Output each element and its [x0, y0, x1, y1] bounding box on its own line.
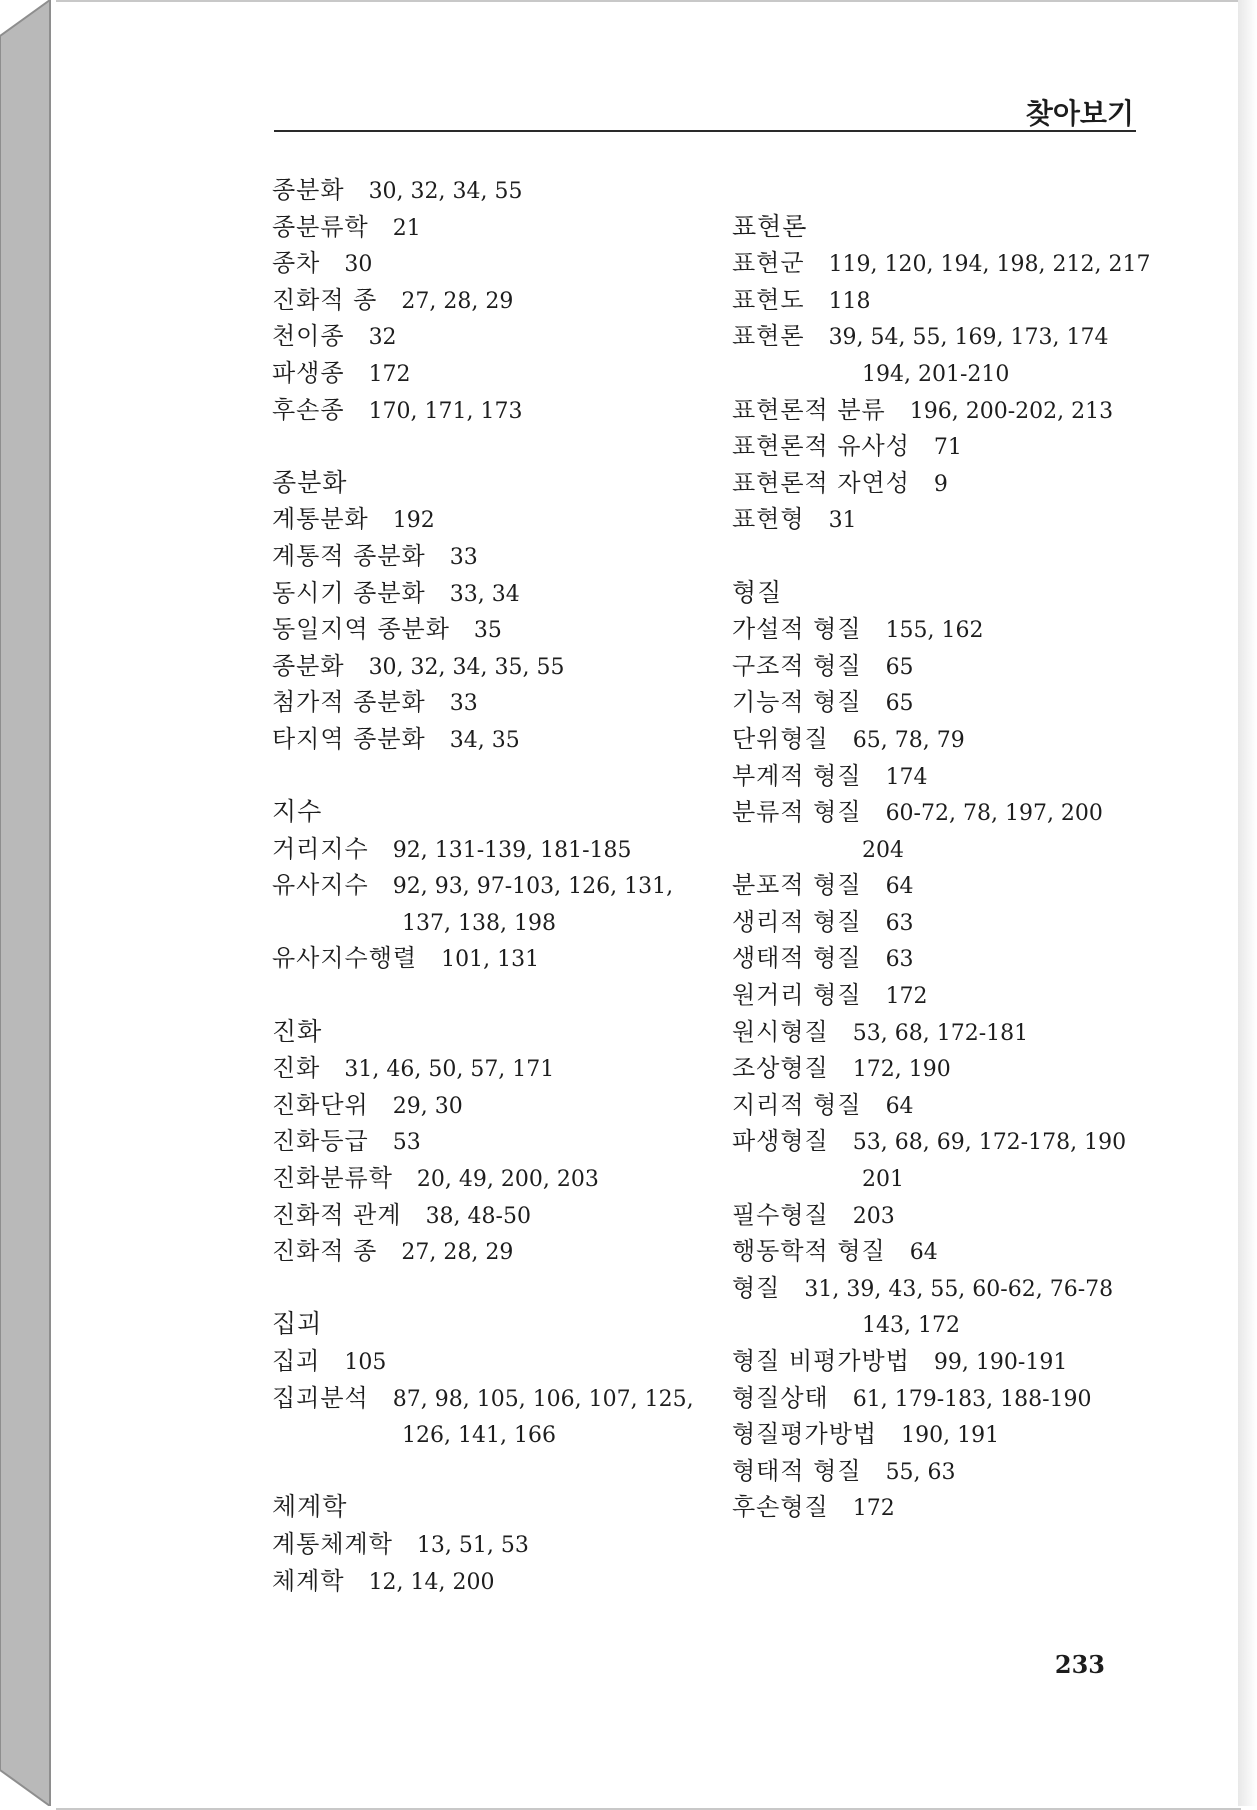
index-term: 진화등급 [272, 1127, 369, 1156]
index-page-refs: 65 [885, 654, 914, 680]
index-heading [272, 1306, 712, 1343]
index-heading [272, 1489, 712, 1526]
index-spacer [732, 538, 1241, 575]
index-page-refs: 190, 191 [901, 1423, 1000, 1449]
index-page-refs: 196, 200-202, 213 [909, 398, 1114, 424]
index-page-refs: 60-72, 78, 197, 200 [885, 801, 1103, 827]
index-term: 형질상태 [732, 1383, 829, 1412]
index-term: 종차 [272, 249, 321, 278]
index-term: 계통적 종분화 [272, 541, 426, 570]
index-page-refs: 13, 51, 53 [416, 1532, 529, 1558]
page-number: 233 [1054, 1650, 1105, 1679]
index-term: 종분화 [272, 651, 345, 680]
index-page-refs: 174 [885, 764, 928, 790]
index-term: 유사지수 [272, 871, 369, 900]
index-page-refs: 32 [368, 325, 397, 351]
index-entry [732, 1270, 1241, 1307]
index-entry [272, 245, 712, 282]
spine-graphic [0, 0, 60, 1806]
index-page-refs: 35 [473, 618, 502, 644]
index-heading-term: 지수 [272, 797, 323, 827]
index-heading [272, 794, 712, 831]
index-entry [272, 209, 712, 246]
index-page-refs: 20, 49, 200, 203 [416, 1167, 599, 1193]
index-term: 파생종 [272, 358, 345, 387]
index-page-refs: 92, 93, 97-103, 126, 131, [392, 874, 674, 900]
index-spacer [272, 1453, 712, 1490]
index-entry [732, 465, 1241, 502]
index-entry [732, 1343, 1241, 1380]
index-page-refs: 64 [885, 1093, 914, 1119]
index-page-refs: 64 [885, 874, 914, 900]
index-entry [732, 1014, 1241, 1051]
index-page-refs: 53 [392, 1130, 421, 1156]
index-term: 가설적 형질 [732, 615, 862, 644]
index-page-refs: 33 [449, 544, 478, 570]
index-page-refs: 172 [368, 361, 411, 387]
index-entry [272, 867, 712, 904]
index-entry [272, 1526, 712, 1563]
index-entry [732, 867, 1241, 904]
index-term: 생리적 형질 [732, 907, 862, 936]
index-page-refs: 21 [392, 215, 421, 241]
index-spacer [272, 977, 712, 1014]
page-edge-shadow [1238, 0, 1257, 1806]
index-entry [272, 648, 712, 685]
book-spine [0, 0, 60, 1806]
index-page-refs: 53, 68, 172-181 [852, 1020, 1029, 1046]
index-entry [732, 1050, 1241, 1087]
index-entry-continuation [732, 831, 1241, 868]
index-page-refs: 33 [449, 691, 478, 717]
index-entry [272, 1197, 712, 1234]
index-page-refs: 118 [828, 288, 871, 314]
index-page-refs: 172, 190 [852, 1057, 951, 1083]
index-term: 조상형질 [732, 1054, 829, 1083]
index-page-refs: 55, 63 [885, 1459, 956, 1485]
index-page-refs: 31, 46, 50, 57, 171 [344, 1057, 555, 1083]
index-entry [272, 1563, 712, 1600]
index-page-refs: 53, 68, 69, 172-178, 190 [852, 1130, 1127, 1156]
index-term: 진화분류학 [272, 1164, 393, 1193]
index-term: 원시형질 [732, 1017, 829, 1046]
index-heading [732, 209, 1241, 246]
index-entry [732, 648, 1241, 685]
index-entry [732, 501, 1241, 538]
index-term: 형질평가방법 [732, 1420, 878, 1449]
index-term: 타지역 종분화 [272, 724, 426, 753]
index-page-refs: 33, 34 [449, 581, 520, 607]
index-heading-term: 체계학 [272, 1492, 348, 1522]
index-entry-continuation [272, 904, 712, 941]
index-page-refs: 39, 54, 55, 169, 173, 174 [828, 325, 1109, 351]
index-entry [732, 1233, 1241, 1270]
index-term: 첨가적 종분화 [272, 688, 426, 717]
index-page-refs: 99, 190-191 [933, 1350, 1068, 1375]
index-term: 후손형질 [732, 1493, 829, 1522]
index-term: 행동학적 형질 [732, 1237, 886, 1266]
index-page-refs: 30, 32, 34, 55 [368, 179, 523, 204]
index-entry [732, 318, 1241, 355]
index-term: 표현군 [732, 249, 805, 278]
index-heading-term: 종분화 [272, 467, 348, 497]
index-term: 계통분화 [272, 505, 369, 534]
index-heading-term: 표현론 [732, 211, 808, 241]
index-page-refs: 64 [909, 1240, 938, 1266]
index-page-refs: 71 [933, 435, 962, 461]
index-page-refs: 63 [885, 947, 914, 973]
index-entry [732, 940, 1241, 977]
index-page-refs: 29, 30 [392, 1093, 463, 1119]
index-entry [732, 684, 1241, 721]
index-term: 거리지수 [272, 834, 369, 863]
index-page-refs: 172 [885, 984, 928, 1010]
index-term: 구조적 형질 [732, 651, 862, 680]
index-entry [272, 831, 712, 868]
index-entry [272, 940, 712, 977]
index-term: 진화단위 [272, 1090, 369, 1119]
index-page-refs: 92, 131-139, 181-185 [392, 837, 632, 863]
index-term: 진화 [272, 1054, 321, 1083]
index-page-refs: 126, 141, 166 [402, 1423, 556, 1449]
index-term: 파생형질 [732, 1127, 829, 1156]
index-term: 기능적 형질 [732, 688, 862, 717]
index-term: 생태적 형질 [732, 944, 862, 973]
index-term: 분류적 형질 [732, 798, 862, 827]
index-entry [272, 1050, 712, 1087]
index-term: 후손종 [272, 395, 345, 424]
index-page-refs: 31, 39, 43, 55, 60-62, 76-78 [804, 1276, 1114, 1302]
index-term: 계통체계학 [272, 1529, 393, 1558]
index-page-refs: 65, 78, 79 [852, 727, 965, 753]
index-term: 표현론 [732, 322, 805, 351]
index-entry [272, 318, 712, 355]
index-entry [732, 1416, 1241, 1453]
index-heading [272, 465, 712, 502]
index-page-refs: 143, 172 [862, 1313, 960, 1339]
index-page-refs: 27, 28, 29 [401, 1240, 514, 1266]
index-term: 표현도 [732, 285, 805, 314]
index-entry-continuation [732, 1306, 1241, 1343]
index-term: 지리적 형질 [732, 1090, 862, 1119]
index-page-refs: 119, 120, 194, 198, 212, 217 [828, 252, 1151, 278]
index-term: 표현형 [732, 505, 805, 534]
index-spacer [272, 758, 712, 795]
index-entry [272, 501, 712, 538]
index-term: 체계학 [272, 1566, 345, 1595]
index-spacer [732, 172, 1241, 209]
index-page-refs: 63 [885, 910, 914, 936]
index-page-refs: 34, 35 [449, 727, 520, 753]
index-term: 분포적 형질 [732, 871, 862, 900]
index-page-refs: 38, 48-50 [425, 1203, 531, 1229]
index-entry [732, 611, 1241, 648]
index-page-refs: 201 [862, 1167, 904, 1193]
index-entry [732, 1123, 1241, 1160]
index-entry [272, 282, 712, 319]
index-entry [732, 392, 1241, 429]
index-page-refs: 137, 138, 198 [402, 910, 556, 936]
index-heading [272, 1014, 712, 1051]
index-page-refs: 170, 171, 173 [368, 398, 523, 424]
index-page-refs: 30 [344, 252, 373, 278]
index-page-refs: 172 [852, 1496, 895, 1522]
index-term: 필수형질 [732, 1200, 829, 1229]
index-page-refs: 192 [392, 508, 435, 534]
index-page-refs: 204 [862, 837, 904, 863]
index-term: 천이종 [272, 322, 345, 351]
index-spacer [272, 428, 712, 465]
index-entry [732, 245, 1241, 282]
index-term: 진화적 종 [272, 285, 378, 314]
index-term: 표현론적 자연성 [732, 468, 910, 497]
index-entry-continuation [272, 1416, 712, 1453]
index-entry [732, 1087, 1241, 1124]
index-entry-continuation [732, 1160, 1241, 1197]
index-entry [272, 1087, 712, 1124]
index-page-refs: 155, 162 [885, 618, 984, 644]
index-heading-term: 진화 [272, 1016, 323, 1046]
index-entry [272, 611, 712, 648]
index-entry [732, 1197, 1241, 1234]
index-entry [732, 1489, 1241, 1526]
index-page-refs: 65 [885, 691, 914, 717]
index-page-refs: 31 [828, 508, 857, 534]
index-page-refs: 101, 131 [441, 947, 540, 973]
index-entry [732, 977, 1241, 1014]
index-term: 진화적 종 [272, 1237, 378, 1266]
index-entry [272, 1160, 712, 1197]
index-entry-continuation [732, 355, 1241, 392]
index-entry [272, 684, 712, 721]
index-page-refs: 9 [933, 471, 948, 497]
index-entry [732, 1380, 1241, 1417]
index-heading [732, 575, 1241, 612]
index-entry [732, 428, 1241, 465]
running-head: 찾아보기 [1025, 97, 1134, 130]
index-entry [272, 1380, 712, 1417]
index-term: 동시기 종분화 [272, 578, 426, 607]
index-column-left [272, 172, 712, 1599]
index-page [56, 0, 1241, 1810]
index-entry [732, 758, 1241, 795]
index-page-refs: 12, 14, 200 [368, 1569, 495, 1595]
index-entry [272, 1233, 712, 1270]
index-column-right [732, 172, 1241, 1526]
index-entry [272, 392, 712, 429]
index-term: 표현론적 분류 [732, 395, 886, 424]
index-entry [272, 721, 712, 758]
index-entry [272, 575, 712, 612]
index-entry [732, 1453, 1241, 1490]
index-term: 형태적 형질 [732, 1456, 862, 1485]
index-page-refs: 61, 179-183, 188-190 [852, 1386, 1092, 1412]
index-page-refs: 203 [852, 1203, 895, 1229]
index-term: 원거리 형질 [732, 981, 862, 1010]
index-entry [732, 794, 1241, 831]
index-spacer [272, 1270, 712, 1307]
index-entry [272, 538, 712, 575]
index-entry [732, 721, 1241, 758]
index-page-refs: 30, 32, 34, 35, 55 [368, 654, 565, 680]
index-page-refs: 194, 201-210 [862, 361, 1010, 387]
index-term: 유사지수행렬 [272, 944, 418, 973]
index-entry [272, 1343, 712, 1380]
index-term: 집괴 [272, 1347, 321, 1375]
index-term: 집괴분석 [272, 1383, 369, 1412]
index-term: 동일지역 종분화 [272, 615, 450, 644]
index-term: 형질 비평가방법 [732, 1347, 910, 1375]
index-term: 단위형질 [732, 724, 829, 753]
index-entry [272, 355, 712, 392]
index-term: 표현론적 유사성 [732, 432, 910, 461]
index-entry [272, 172, 712, 209]
index-page-refs: 105 [344, 1350, 387, 1375]
index-entry [732, 904, 1241, 941]
index-term: 종분류학 [272, 212, 369, 241]
index-heading-term: 형질 [732, 577, 783, 607]
index-entry [272, 1123, 712, 1160]
index-term: 진화적 관계 [272, 1200, 402, 1229]
header-rule [274, 130, 1136, 132]
index-term: 부계적 형질 [732, 761, 862, 790]
index-page-refs: 27, 28, 29 [401, 288, 514, 314]
index-page-refs: 87, 98, 105, 106, 107, 125, [392, 1386, 694, 1412]
index-heading-term: 집괴 [272, 1309, 323, 1339]
index-term: 형질 [732, 1273, 781, 1302]
index-entry [732, 282, 1241, 319]
index-term: 종분화 [272, 176, 345, 204]
